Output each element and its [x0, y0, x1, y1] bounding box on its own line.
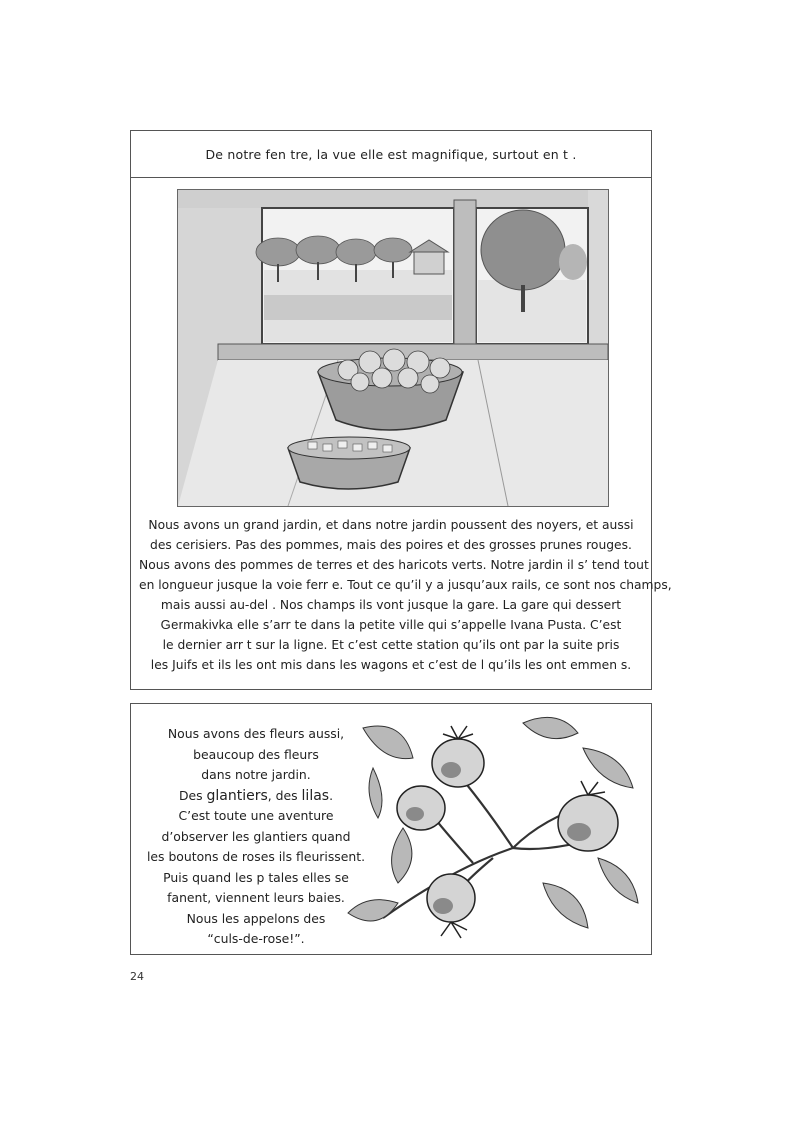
- poem-line: dans notre jardin.: [201, 767, 311, 782]
- page-number: 24: [130, 970, 144, 983]
- flowers-panel: [130, 703, 652, 955]
- poem-line: [141, 786, 371, 807]
- text-line: des cerisiers. Pas des pommes, mais des poires et des grosses prunes rouges.: [150, 538, 632, 552]
- poem-line: Nous les appelons des: [186, 910, 326, 926]
- poem-line: fanent, viennent leurs baies.: [167, 890, 345, 905]
- poem-line: “culs-de-rose!”.: [207, 931, 305, 946]
- poem-line: Nous avons des fleurs aussi,: [167, 726, 345, 741]
- poem-line: beaucoup des fleurs: [193, 746, 319, 762]
- text-line: en longueur jusque la voie ferr e. Tout ce qu’il y a jusqu’aux rails, ce sont nos champs,: [139, 578, 672, 592]
- word-lilas: lilas: [301, 787, 330, 804]
- text-fragment: Des: [178, 787, 207, 803]
- text-fragment: elle s’arr te dans la petite ville qui s’appelle: [233, 618, 511, 632]
- text-line: [139, 615, 643, 635]
- text-line: Nous avons un grand jardin, et dans notre jardin poussent des noyers, et aussi: [148, 518, 634, 532]
- place-name-ivana-pusta: Ivana Pusta: [510, 617, 583, 632]
- word-eglantiers: glantiers: [206, 787, 268, 804]
- window-view-illustration: [177, 189, 609, 507]
- text-fragment: , des: [267, 787, 302, 803]
- text-line: les Juifs et ils les ont mis dans les wagons et c’est de l qu’ils les ont emmen s.: [150, 658, 632, 672]
- rose-hip-illustration: [343, 708, 649, 952]
- poem-line: Puis quand les p tales elles se: [163, 869, 349, 885]
- text-fragment: . C’est: [582, 618, 622, 632]
- text-line: le dernier arr t sur la ligne. Et c’est cette station qu’ils ont par la suite pris: [162, 638, 620, 652]
- poem-line: d’observer les glantiers quand: [161, 828, 351, 844]
- body-paragraph: [139, 515, 672, 675]
- panel-caption: [131, 131, 651, 178]
- caption-text: De notre fen tre, la vue elle est magnifique, surtout en t .: [205, 146, 577, 162]
- poem-text: [141, 724, 371, 950]
- text-fragment: .: [329, 787, 334, 803]
- poem-line: les boutons de roses ils fleurissent.: [146, 849, 366, 864]
- text-line: Nous avons des pommes de terres et des haricots verts. Notre jardin il s’ tend tout: [139, 558, 649, 572]
- text-line: mais aussi au-del . Nos champs ils vont jusque la gare. La gare qui dessert: [160, 598, 622, 612]
- window-panel: [130, 130, 672, 690]
- place-name-germakivka: Germakivka: [160, 617, 234, 632]
- poem-line: C’est toute une aventure: [178, 808, 334, 823]
